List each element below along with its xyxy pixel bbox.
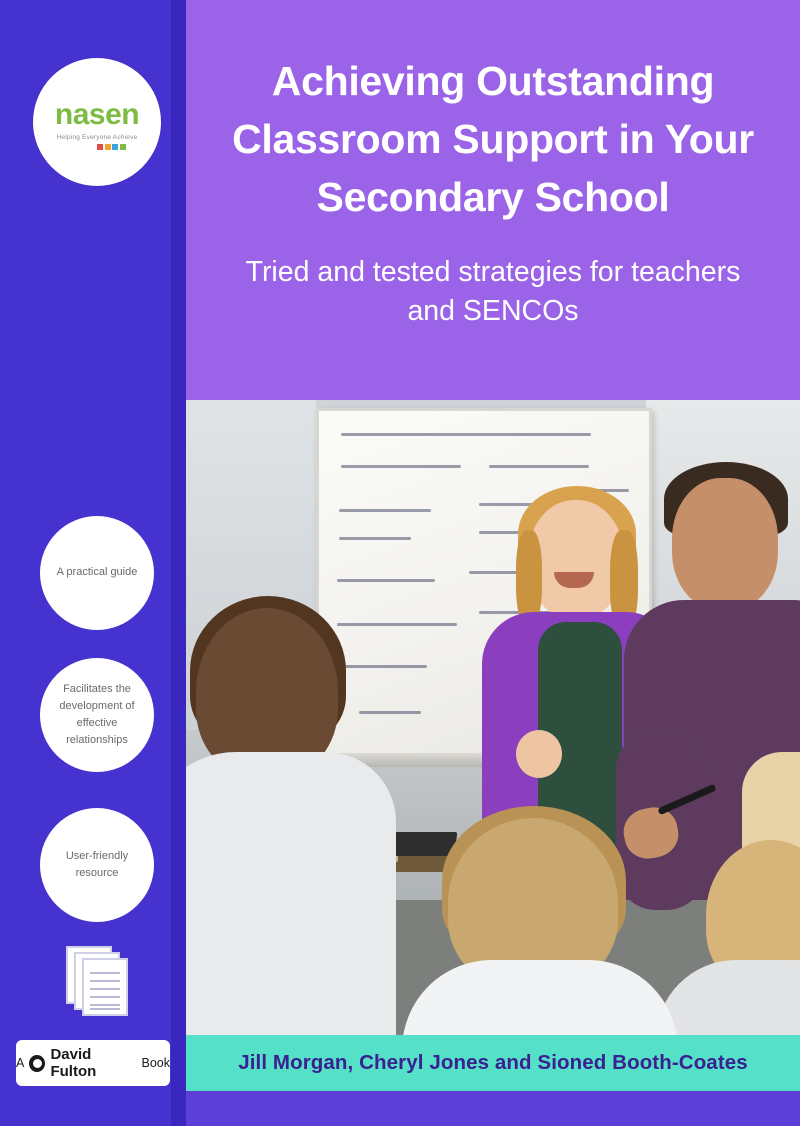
badge-label: Facilitates the development of effective relationships [59, 682, 135, 747]
title-block [200, 52, 786, 331]
stacked-pages-icon [40, 930, 154, 1034]
imprint-suffix: Book [141, 1056, 170, 1070]
imprint-badge [16, 1040, 170, 1086]
badge-user-friendly [40, 808, 154, 922]
page-subtitle: Tried and tested strategies for teachers and SENCOs [245, 255, 741, 327]
imprint-article: A [16, 1056, 25, 1070]
badge-label: A practical guide [56, 566, 138, 579]
badge-label: User-friendly resource [65, 849, 129, 879]
nasen-blocks-icon [97, 144, 126, 150]
nasen-logo [33, 58, 161, 186]
author-bar [186, 1035, 800, 1091]
colleague-head [672, 478, 778, 610]
teacher-hand [516, 730, 562, 778]
imprint-name: David Fulton [50, 1046, 97, 1080]
nasen-wordmark: nasen [54, 98, 140, 131]
student-left-head [196, 608, 338, 776]
cover-bottom-fill [186, 1091, 800, 1126]
badge-effective-relationships [40, 658, 154, 772]
cover-photograph [186, 400, 800, 1035]
spine-band-shadow [171, 0, 187, 1126]
author-names: Jill Morgan, Cheryl Jones and Sioned Booth-Coates [238, 1051, 748, 1074]
student-left-shirt [186, 752, 396, 1035]
badge-practical-guide [40, 516, 154, 630]
fulton-logo-icon [29, 1055, 45, 1072]
nasen-tagline: Helping Everyone Achieve [56, 134, 138, 141]
page-title: Achieving Outstanding Classroom Support in Your Secondary School [232, 58, 754, 221]
